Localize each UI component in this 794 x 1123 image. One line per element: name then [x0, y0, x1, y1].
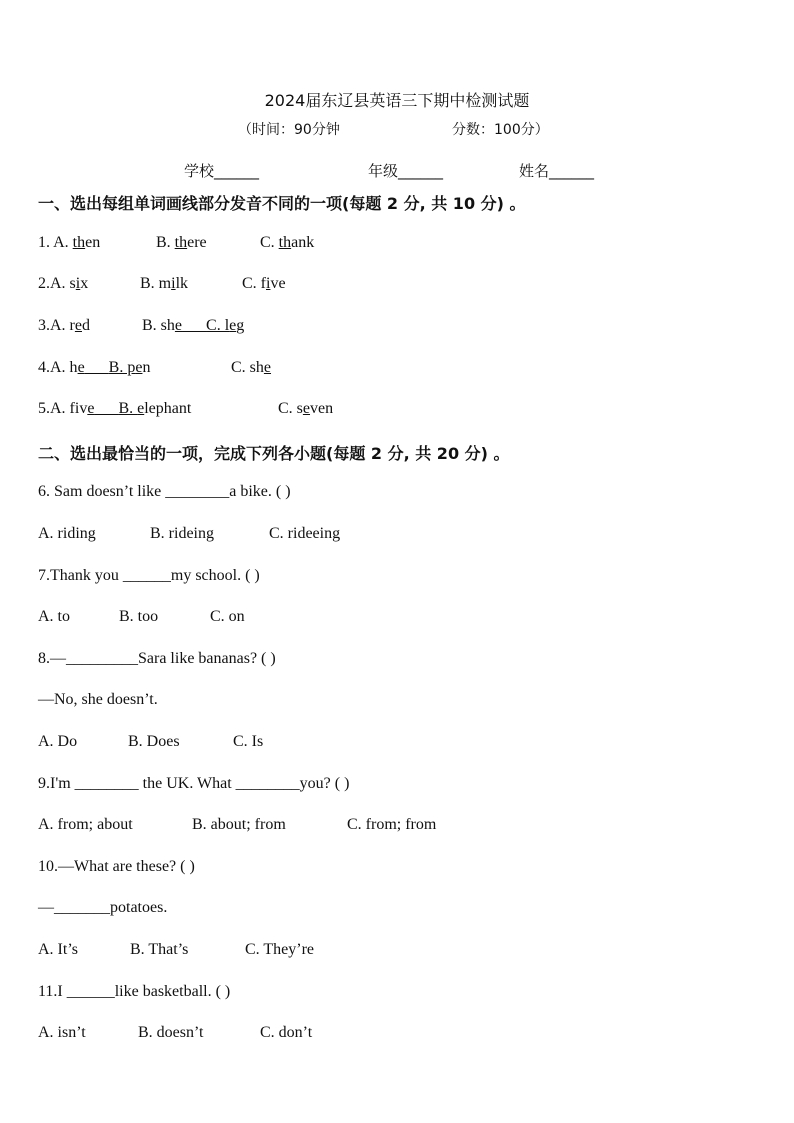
question-1: 1. A. then B. there C. thank [38, 234, 315, 251]
question-6-stem: 6. Sam doesn’t like ________a bike. ( ) [38, 483, 291, 500]
option-c[interactable]: C. on [210, 608, 245, 625]
question-8-reply: —No, she doesn’t. [38, 691, 158, 708]
question-7-options [38, 607, 245, 627]
exam-score: 分数：100分） [452, 122, 549, 138]
question-4: 4.A. he B. pen C. she [38, 359, 272, 376]
option-b[interactable]: B. about; from [192, 816, 286, 833]
question-9-stem: 9.I'm ________ the UK. What ________you? ( ) [38, 775, 350, 792]
exam-time: （时间：90分钟 [238, 122, 340, 138]
name-field: 姓名______ [519, 162, 595, 180]
option-a[interactable]: A. Do [38, 733, 78, 750]
section-2-title: 二、选出最恰当的一项，完成下列各小题(每题 2 分, 共 20 分) 。 [38, 444, 510, 463]
question-11-options [38, 1023, 313, 1043]
question-5: 5.A. five B. elephant C. seven [38, 400, 334, 417]
option-b[interactable]: B. That’s [130, 941, 189, 958]
question-10-reply: —_______potatoes. [38, 899, 168, 916]
option-b[interactable]: B. Does [128, 733, 180, 750]
option-c[interactable]: C. don’t [260, 1024, 313, 1041]
option-a[interactable]: A. to [38, 608, 70, 625]
option-c[interactable]: C. They’re [245, 941, 315, 958]
option-a[interactable]: A. It’s [38, 941, 78, 958]
option-c[interactable]: C. rideeing [269, 525, 341, 542]
option-a[interactable]: A. isn’t [38, 1024, 86, 1041]
question-9-options [38, 815, 437, 835]
question-2: 2.A. six B. milk C. five [38, 275, 286, 292]
question-10-options [38, 940, 315, 960]
question-8-options [38, 732, 264, 752]
option-b[interactable]: B. too [119, 608, 159, 625]
question-8-stem: 8.—_________Sara like bananas? ( ) [38, 650, 276, 667]
option-c[interactable]: C. Is [233, 733, 264, 750]
question-7-stem: 7.Thank you ______my school. ( ) [38, 567, 260, 584]
question-10-stem: 10.—What are these? ( ) [38, 858, 195, 875]
section-1-title: 一、选出每组单词画线部分发音不同的一项(每题 2 分, 共 10 分) 。 [38, 194, 526, 213]
option-a[interactable]: A. riding [38, 525, 96, 542]
option-b[interactable]: B. rideing [150, 525, 214, 542]
question-3: 3.A. red B. she C. leg [38, 317, 245, 334]
grade-field: 年级______ [368, 162, 444, 180]
exam-title: 2024届东辽县英语三下期中检测试题 [264, 91, 530, 110]
question-11-stem: 11.I ______like basketball. ( ) [38, 983, 231, 1000]
option-b[interactable]: B. doesn’t [138, 1024, 204, 1041]
option-a[interactable]: A. from; about [38, 816, 133, 833]
school-field: 学校______ [184, 162, 260, 180]
question-6-options [38, 524, 341, 544]
option-c[interactable]: C. from; from [347, 816, 437, 833]
